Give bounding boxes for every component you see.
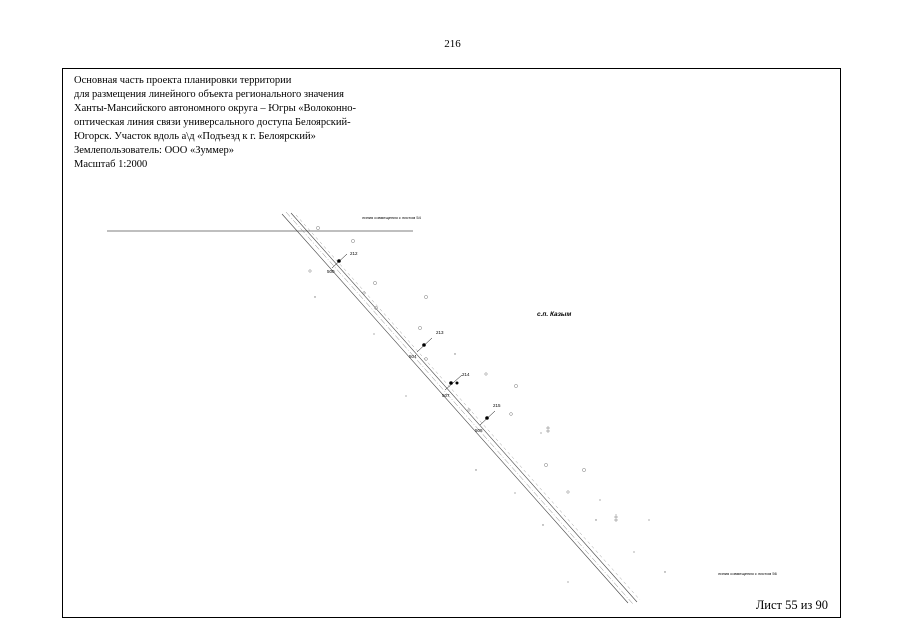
point-label-bottom: 508 bbox=[475, 428, 483, 433]
settlement-label: с.п. Казым bbox=[537, 311, 572, 318]
match-line-bottom-label: линия совмещения с листом 56 bbox=[718, 571, 777, 576]
title-line: для размещения линейного объекта регионального значения bbox=[74, 89, 344, 100]
point-label-top: 214 bbox=[462, 372, 470, 377]
page-number: 216 bbox=[444, 38, 461, 50]
title-line: Югорск. Участок вдоль а\д «Подъезд к г. Белоярский» bbox=[74, 131, 316, 142]
point-label-bottom: 507 bbox=[442, 393, 450, 398]
title-line: оптическая линия связи универсального доступа Белоярский- bbox=[74, 117, 351, 128]
point-label-top: 212 bbox=[350, 251, 358, 256]
point-label-top: 213 bbox=[436, 330, 444, 335]
title-line: Основная часть проекта планировки территории bbox=[74, 75, 292, 86]
title-line: Ханты-Мансийского автономного округа – Югры «Волоконно- bbox=[74, 103, 356, 114]
survey-point bbox=[409, 330, 444, 359]
sheet-label: Лист 55 из 90 bbox=[755, 598, 828, 612]
road-corridor bbox=[282, 212, 640, 604]
match-line-top-label: линия совмещения с листом 54 bbox=[362, 215, 421, 220]
point-label-bottom: 504 bbox=[409, 354, 417, 359]
map-dots bbox=[314, 296, 665, 582]
point-label-top: 215 bbox=[493, 403, 501, 408]
point-label-bottom: 500 bbox=[327, 269, 335, 274]
map-symbols bbox=[309, 226, 586, 493]
map-hatch-symbol bbox=[546, 426, 618, 522]
scale-line: Масштаб 1:2000 bbox=[74, 159, 148, 170]
survey-point bbox=[475, 403, 501, 433]
land-user-line: Землепользователь: ООО «Зуммер» bbox=[74, 145, 235, 156]
